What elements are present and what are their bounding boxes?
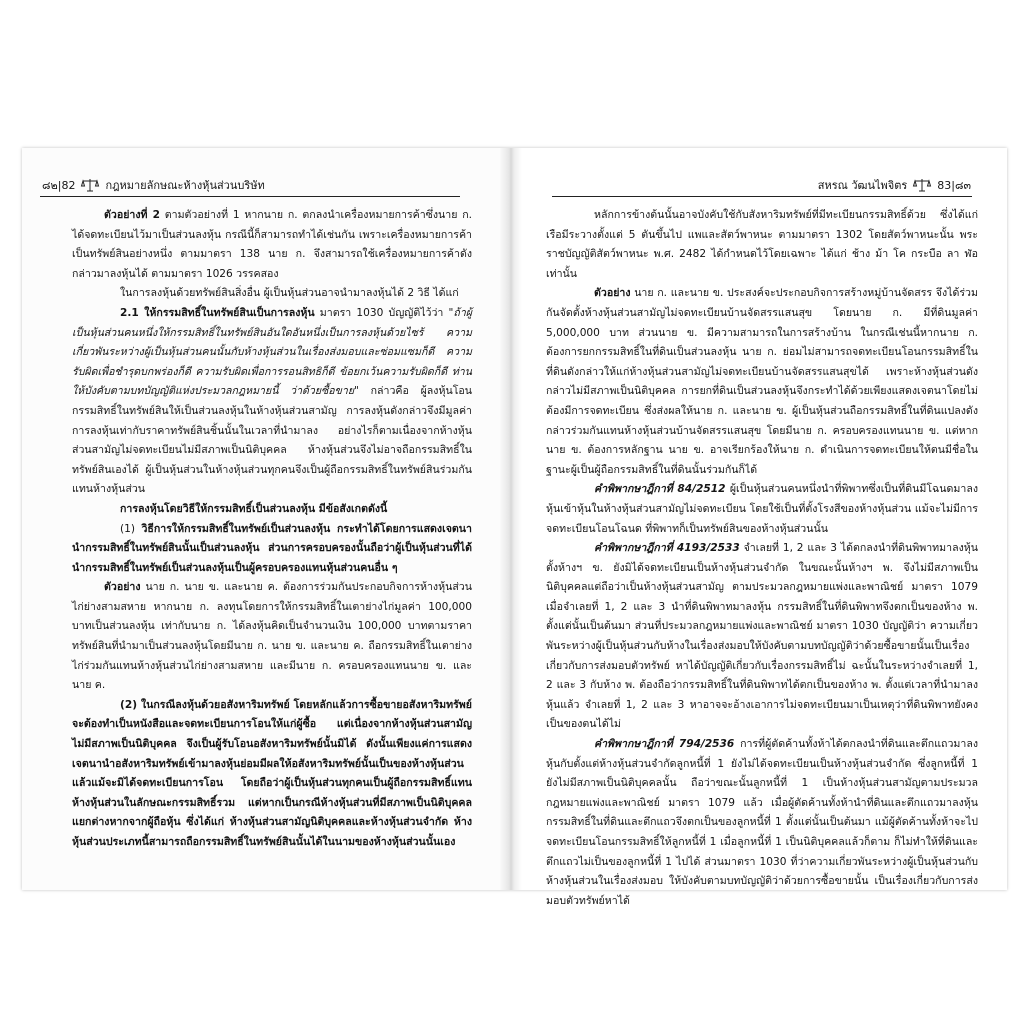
text-run: ตัวอย่าง <box>594 287 631 300</box>
paragraph <box>72 696 472 853</box>
left-page-body <box>72 206 472 853</box>
running-title: กฎหมายลักษณะห้างหุ้นส่วนบริษัท <box>105 179 265 192</box>
paragraph <box>72 578 472 696</box>
header-rule <box>40 196 460 197</box>
scales-of-justice-icon <box>81 178 99 192</box>
text-run: ผู้เป็นหุ้นส่วนคนหนึ่งนำที่พิพาทซึ่งเป็นที่ดินมีโฉนดมาลงหุ้นเข้าหุ้นในห้างหุ้นส่วนสามัญไม่จดทะเบียน โดยใช้เป็นที่ตั้งโรงสีของห้างหุ้นส่วน แม้จะไม่มีการจดทะเบียนโอนโฉนด ที่พิพาทก็เป็นทรัพย์สินของห้างหุ้นส่วนนั้น <box>546 483 978 535</box>
open-book <box>22 148 1007 907</box>
paragraph <box>72 284 472 304</box>
text-run: 2.1 ให้กรรมสิทธิ์ในทรัพย์สินเป็นการลงหุ้น <box>120 306 315 319</box>
book-spine <box>500 148 522 890</box>
text-run: ตัวอย่าง <box>104 581 141 594</box>
paragraph <box>72 304 472 500</box>
text-run: มาตรา 1030 บัญญัติไว้ว่า <box>314 306 449 319</box>
left-page-number: ๘๒|82 <box>42 179 76 192</box>
left-page-header <box>42 176 265 194</box>
paragraph <box>72 520 472 579</box>
paragraph <box>546 539 978 735</box>
paragraph <box>546 284 978 480</box>
paragraph <box>546 480 978 539</box>
text-run: นาย ก. นาย ข. และนาย ค. ต้องการร่วมกันประกอบกิจการห้างหุ้นส่วนไก่ย่างสามสหาย หากนาย ก. ลงทุนโดยการให้กรรมสิทธิ์ในเตาย่างไก่มูลค่า 100,000 บาทเป็นส่วนลงหุ้น เท่ากับนาย ก. ได้ลงหุ้นคิดเป็นจำนวนเงิน 100,000 บาทตามราคาทรัพย์สินที่นำมาเป็นส่วนลงหุ้นโดยมีนาย ก. นาย ข. และนาย ค. ถือกรรมสิทธิ์ในเตาย่างไก่ร่วมกันแทนห้างหุ้นส่วนไก่ย่างสามสหาย และมีนาย ก. ครอบครองแทนนาย ข. และนาย ค. <box>72 581 472 692</box>
text-run: ในการลงหุ้นด้วยทรัพย์สินสิ่งอื่น ผู้เป็นหุ้นส่วนอาจนำมาลงหุ้นได้ 2 วิธี ได้แก่ <box>120 287 459 300</box>
text-run: หลักการข้างต้นนั้นอาจบังคับใช้กับสังหาริมทรัพย์ที่มีทะเบียนกรรมสิทธิ์ด้วย ซึ่งได้แก่ เรือมีระวางตั้งแต่ 5 ตันขึ้นไป แพและสัตว์พาหนะ ตามมาตรา 1302 โดยสัตว์พาหนะนั้น พระราชบัญญัติสัตว์พาหนะ พ.ศ. 2482 ได้กำหนดไว้โดยเฉพาะ ได้แก่ ช้าง ม้า โค กระบือ ลา ฬ่อ เท่านั้น <box>546 209 978 280</box>
text-run: ตามตัวอย่างที่ 1 หากนาย ก. ตกลงนำเครื่องหมายการค้าซึ่งนาย ก. ได้จดทะเบียนไว้มาเป็นส่วนลงหุ้น กรณีนี้ก็สามารถทำได้เช่นกัน เพราะเครื่องหมายการค้าเป็นทรัพย์สินอย่างหนึ่ง ตามมาตรา 138 นาย ก. จึงสามารถใช้เครื่องหมายการค้าดังกล่าวมาลงหุ้นได้ ตามมาตรา 1026 วรรคสอง <box>72 209 472 280</box>
left-page <box>22 148 506 890</box>
text-run: คำพิพากษาฎีกาที่ 84/2512 <box>594 483 726 496</box>
text-run: ตัวอย่างที่ 2 <box>104 209 160 221</box>
text-run: คำพิพากษาฎีกาที่ 4193/2533 <box>594 542 740 555</box>
paragraph <box>72 500 472 520</box>
text-run: กล่าวคือ ผู้ลงหุ้นโอนกรรมสิทธิ์ในทรัพย์สินให้เป็นส่วนลงหุ้นในห้างหุ้นส่วนสามัญ การลงหุ้นดังกล่าวจึงมีมูลค่าการลงหุ้นเท่ากับราคาทรัพย์สินชิ้นนั้นในเวลาที่นำมาลง อย่างไรก็ตามเนื่องจากห้างหุ้นส่วนสามัญไม่จดทะเบียนไม่มีสภาพเป็นนิติบุคคล ห้างหุ้นส่วนจึงไม่อาจถือกรรมสิทธิ์ในทรัพย์สินเองได้ ผู้เป็นหุ้นส่วนในห้างหุ้นส่วนทุกคนจึงเป็นผู้ถือกรรมสิทธิ์ในทรัพย์สินร่วมกันแทนห้างหุ้นส่วน <box>72 385 472 496</box>
paragraph <box>72 206 472 284</box>
text-run: คำพิพากษาฎีกาที่ 794/2536 <box>594 738 735 751</box>
text-run: การที่ผู้ตัดค้านทั้งห้าได้ตกลงนำที่ดินและตึกแถวมาลงหุ้นกับตั้งแต่ห้างหุ้นส่วนจำกัดลูกหนี้ที่ 1 ยังไม่ได้จดทะเบียนเป็นห้างหุ้นส่วนจำกัด ซึ่งลูกหนี้ที่ 1 ยังไม่มีสภาพเป็นนิติบุคคลนั้น ถือว่าขณะนั้นลูกหนี้ที่ 1 เป็นห้างหุ้นส่วนสามัญตามประมวลกฎหมายแพ่งและพาณิชย์ มาตรา 1079 แล้ว เมื่อผู้ตัดค้านทั้งห้านำที่ดินและตึกแถวมาลงหุ้น กรรมสิทธิ์ในที่ดินและตึกแถวจึงตกเป็นของลูกหนี้ที่ 1 ตั้งแต่นั้นเป็นต้นมา แม้ผู้ตัดค้านทั้งห้าจะไปจดทะเบียนโอนกรรมสิทธิ์ให้ลูกหนี้ที่ 1 เมื่อลูกหนี้ที่ 1 เป็นนิติบุคคลแล้วก็ตาม ก็ไม่ทำให้ที่ดินและตึกแถวไม่เป็นของลูกหนี้ที่ 1 ไปได้ ส่วนมาตรา 1030 ที่ว่าความเกี่ยวพันระหว่างผู้เป็นหุ้นส่วนกับห้างหุ้นส่วนในเรื่องส่งมอบ ให้บังคับตามบทบัญญัติว่าด้วยการซื้อขายนั้น เป็นเรื่องเกี่ยวกับการส่งมอบตัวทรัพย์หาได้ <box>546 738 978 907</box>
right-page <box>506 148 1007 907</box>
paragraph <box>546 735 978 911</box>
scales-of-justice-icon <box>913 178 931 192</box>
right-page-header <box>818 176 971 194</box>
text-run: นาย ก. และนาย ข. ประสงค์จะประกอบกิจการสร้างหมู่บ้านจัดสรร จึงได้ร่วมกันจัดตั้งห้างหุ้นส่วนสามัญไม่จดทะเบียนบ้านจัดสรรแสนสุข โดยนาย ก. มีที่ดินมูลค่า 5,000,000 บาท ส่วนนาย ข. มีความสามารถในการสร้างบ้าน ในกรณีเช่นนี้หากนาย ก. ต้องการยกกรรมสิทธิ์ในที่ดินเป็นส่วนลงหุ้น นาย ก. ย่อมไม่สามารถจดทะเบียนโอนกรรมสิทธิ์ในที่ดินดังกล่าวให้แก่ห้างหุ้นส่วนสามัญไม่จดทะเบียนบ้านจัดสรรแสนสุขได้ เพราะห้างหุ้นส่วนดังกล่าวไม่มีสภาพเป็นนิติบุคคล การยกที่ดินเป็นส่วนลงหุ้นจึงกระทำได้ด้วยเพียงแสดงเจตนาโดยไม่ต้องมีการจดทะเบียน ซึ่งส่งผลให้นาย ก. และนาย ข. ผู้เป็นหุ้นส่วนถือกรรมสิทธิ์ในที่ดินแปลงดังกล่าวร่วมกันแทนห้างหุ้นส่วนบ้านจัดสรรแสนสุข โดยมีนาย ก. ครอบครองแทนนาย ข. แต่หากนาย ข. ต้องการหลักฐาน นาย ข. อาจเรียกร้องให้นาย ก. ดำเนินการจดทะเบียนให้ตนมีชื่อในฐานะผู้เป็นผู้ถือกรรมสิทธิ์ในที่ดินนั้นร่วมกันก็ได้ <box>546 287 978 476</box>
text-run: การลงหุ้นโดยวิธีให้กรรมสิทธิ์เป็นส่วนลงหุ้น มีข้อสังเกตดังนี้ <box>120 502 388 515</box>
right-page-number: 83|๘๓ <box>937 179 971 192</box>
right-page-body <box>546 206 978 911</box>
text-run: (1) <box>120 522 142 535</box>
text-run: จำเลยที่ 1, 2 และ 3 ได้ตกลงนำที่ดินพิพาทมาลงหุ้นตั้งห้างฯ ข. ยังมิได้จดทะเบียนเป็นห้างหุ้นส่วนจำกัด ในขณะนั้นห้างฯ พ. จึงไม่มีสภาพเป็นนิติบุคคลแต่ถือว่าเป็นห้างหุ้นส่วนสามัญ ตามประมวลกฎหมายแพ่งและพาณิชย์ มาตรา 1079 เมื่อจำเลยที่ 1, 2 และ 3 นำที่ดินพิพาทมาลงหุ้น กรรมสิทธิ์ในที่ดินพิพาทจึงตกเป็นของห้าง พ. ตั้งแต่นั้นเป็นต้นมา ส่วนที่ประมวลกฎหมายแพ่งและพาณิชย์ มาตรา 1030 บัญญัติว่า ความเกี่ยวพันระหว่างผู้เป็นหุ้นส่วนกับห้างในเรื่องส่งมอบให้บังคับตามบทบัญญัติว่าด้วยซื้อขายนั้นเป็นเรื่องเกี่ยวกับการส่งมอบตัวทรัพย์ หาได้บัญญัติเกี่ยวกับเรื่องกรรมสิทธิ์ไม่ ฉะนั้นในระหว่างจำเลยที่ 1, 2 และ 3 กับห้าง พ. ต้องถือว่ากรรมสิทธิ์ในที่ดินพิพาทได้ตกเป็นของห้าง พ. ตั้งแต่เวลาที่นำมาลงหุ้นแล้ว จำเลยที่ 1, 2 และ 3 หาอาจจะอ้างเอาการไม่จดทะเบียนมาเป็นเหตุว่าที่ดินพิพาทยังคงเป็นของตนได้ไม่ <box>546 542 978 731</box>
header-rule <box>552 196 972 197</box>
author-name: สหรณ วัฒนไพจิตร <box>817 179 908 192</box>
text-run: "ถ้าผู้เป็นหุ้นส่วนคนหนึ่งให้กรรมสิทธิ์ในทรัพย์สินอันใดอันหนึ่งเป็นการลงหุ้นด้วยไซร้ ความเกี่ยวพันระหว่างผู้เป็นหุ้นส่วนคนนั้นกับห้างหุ้นส่วนในเรื่องส่งมอบและซ่อมแซมก็ดี ความรับผิดเพื่อชำรุดบกพร่องก็ดี ความรับผิดเพื่อการรอนสิทธิก็ดี ข้อยกเว้นความรับผิดก็ดี ท่านให้บังคับตามบทบัญญัติแห่งประมวลกฎหมายนี้ ว่าด้วยซื้อขาย" <box>72 306 472 398</box>
text-run: วิธีการให้กรรมสิทธิ์ในทรัพย์เป็นส่วนลงหุ้น กระทำได้โดยการแสดงเจตนานำกรรมสิทธิ์ในทรัพย์สินนั้นเป็นส่วนลงหุ้น ส่วนการครอบครองนั้นถือว่าผู้เป็นหุ้นส่วนที่ได้นำกรรมสิทธิ์ในทรัพย์เป็นส่วนลงหุ้นเป็นผู้ครอบครองแทนหุ้นส่วนคนอื่น ๆ <box>72 522 472 574</box>
text-run: (2) ในกรณีลงหุ้นด้วยอสังหาริมทรัพย์ โดยหลักแล้วการซื้อขายอสังหาริมทรัพย์จะต้องทำเป็นหนังสือและจดทะเบียนการโอนให้แก่ผู้ซื้อ แต่เนื่องจากห้างหุ้นส่วนสามัญไม่มีสภาพเป็นนิติบุคคล จึงเป็นผู้รับโอนอสังหาริมทรัพย์นั้นมิได้ ดังนั้นเพียงแค่การแสดงเจตนานำอสังหาริมทรัพย์เข้ามาลงหุ้นย่อมมีผลให้อสังหาริมทรัพย์นั้นเป็นของห้างหุ้นส่วนแล้วแม้จะมิได้จดทะเบียนการโอน โดยถือว่าผู้เป็นหุ้นส่วนทุกคนเป็นผู้ถือกรรมสิทธิ์แทนห้างหุ้นส่วนในลักษณะกรรมสิทธิ์รวม แต่หากเป็นกรณีห้างหุ้นส่วนที่มีสภาพเป็นนิติบุคคลแยกต่างหากจากผู้ถือหุ้น ซึ่งได้แก่ ห้างหุ้นส่วนสามัญนิติบุคคลและห้างหุ้นส่วนจำกัด ห้างหุ้นส่วนประเภทนี้สามารถถือกรรมสิทธิ์ในทรัพย์สินนั้นได้ในนามของห้างหุ้นส่วนนั้นเอง <box>72 698 472 848</box>
paragraph <box>546 206 978 284</box>
